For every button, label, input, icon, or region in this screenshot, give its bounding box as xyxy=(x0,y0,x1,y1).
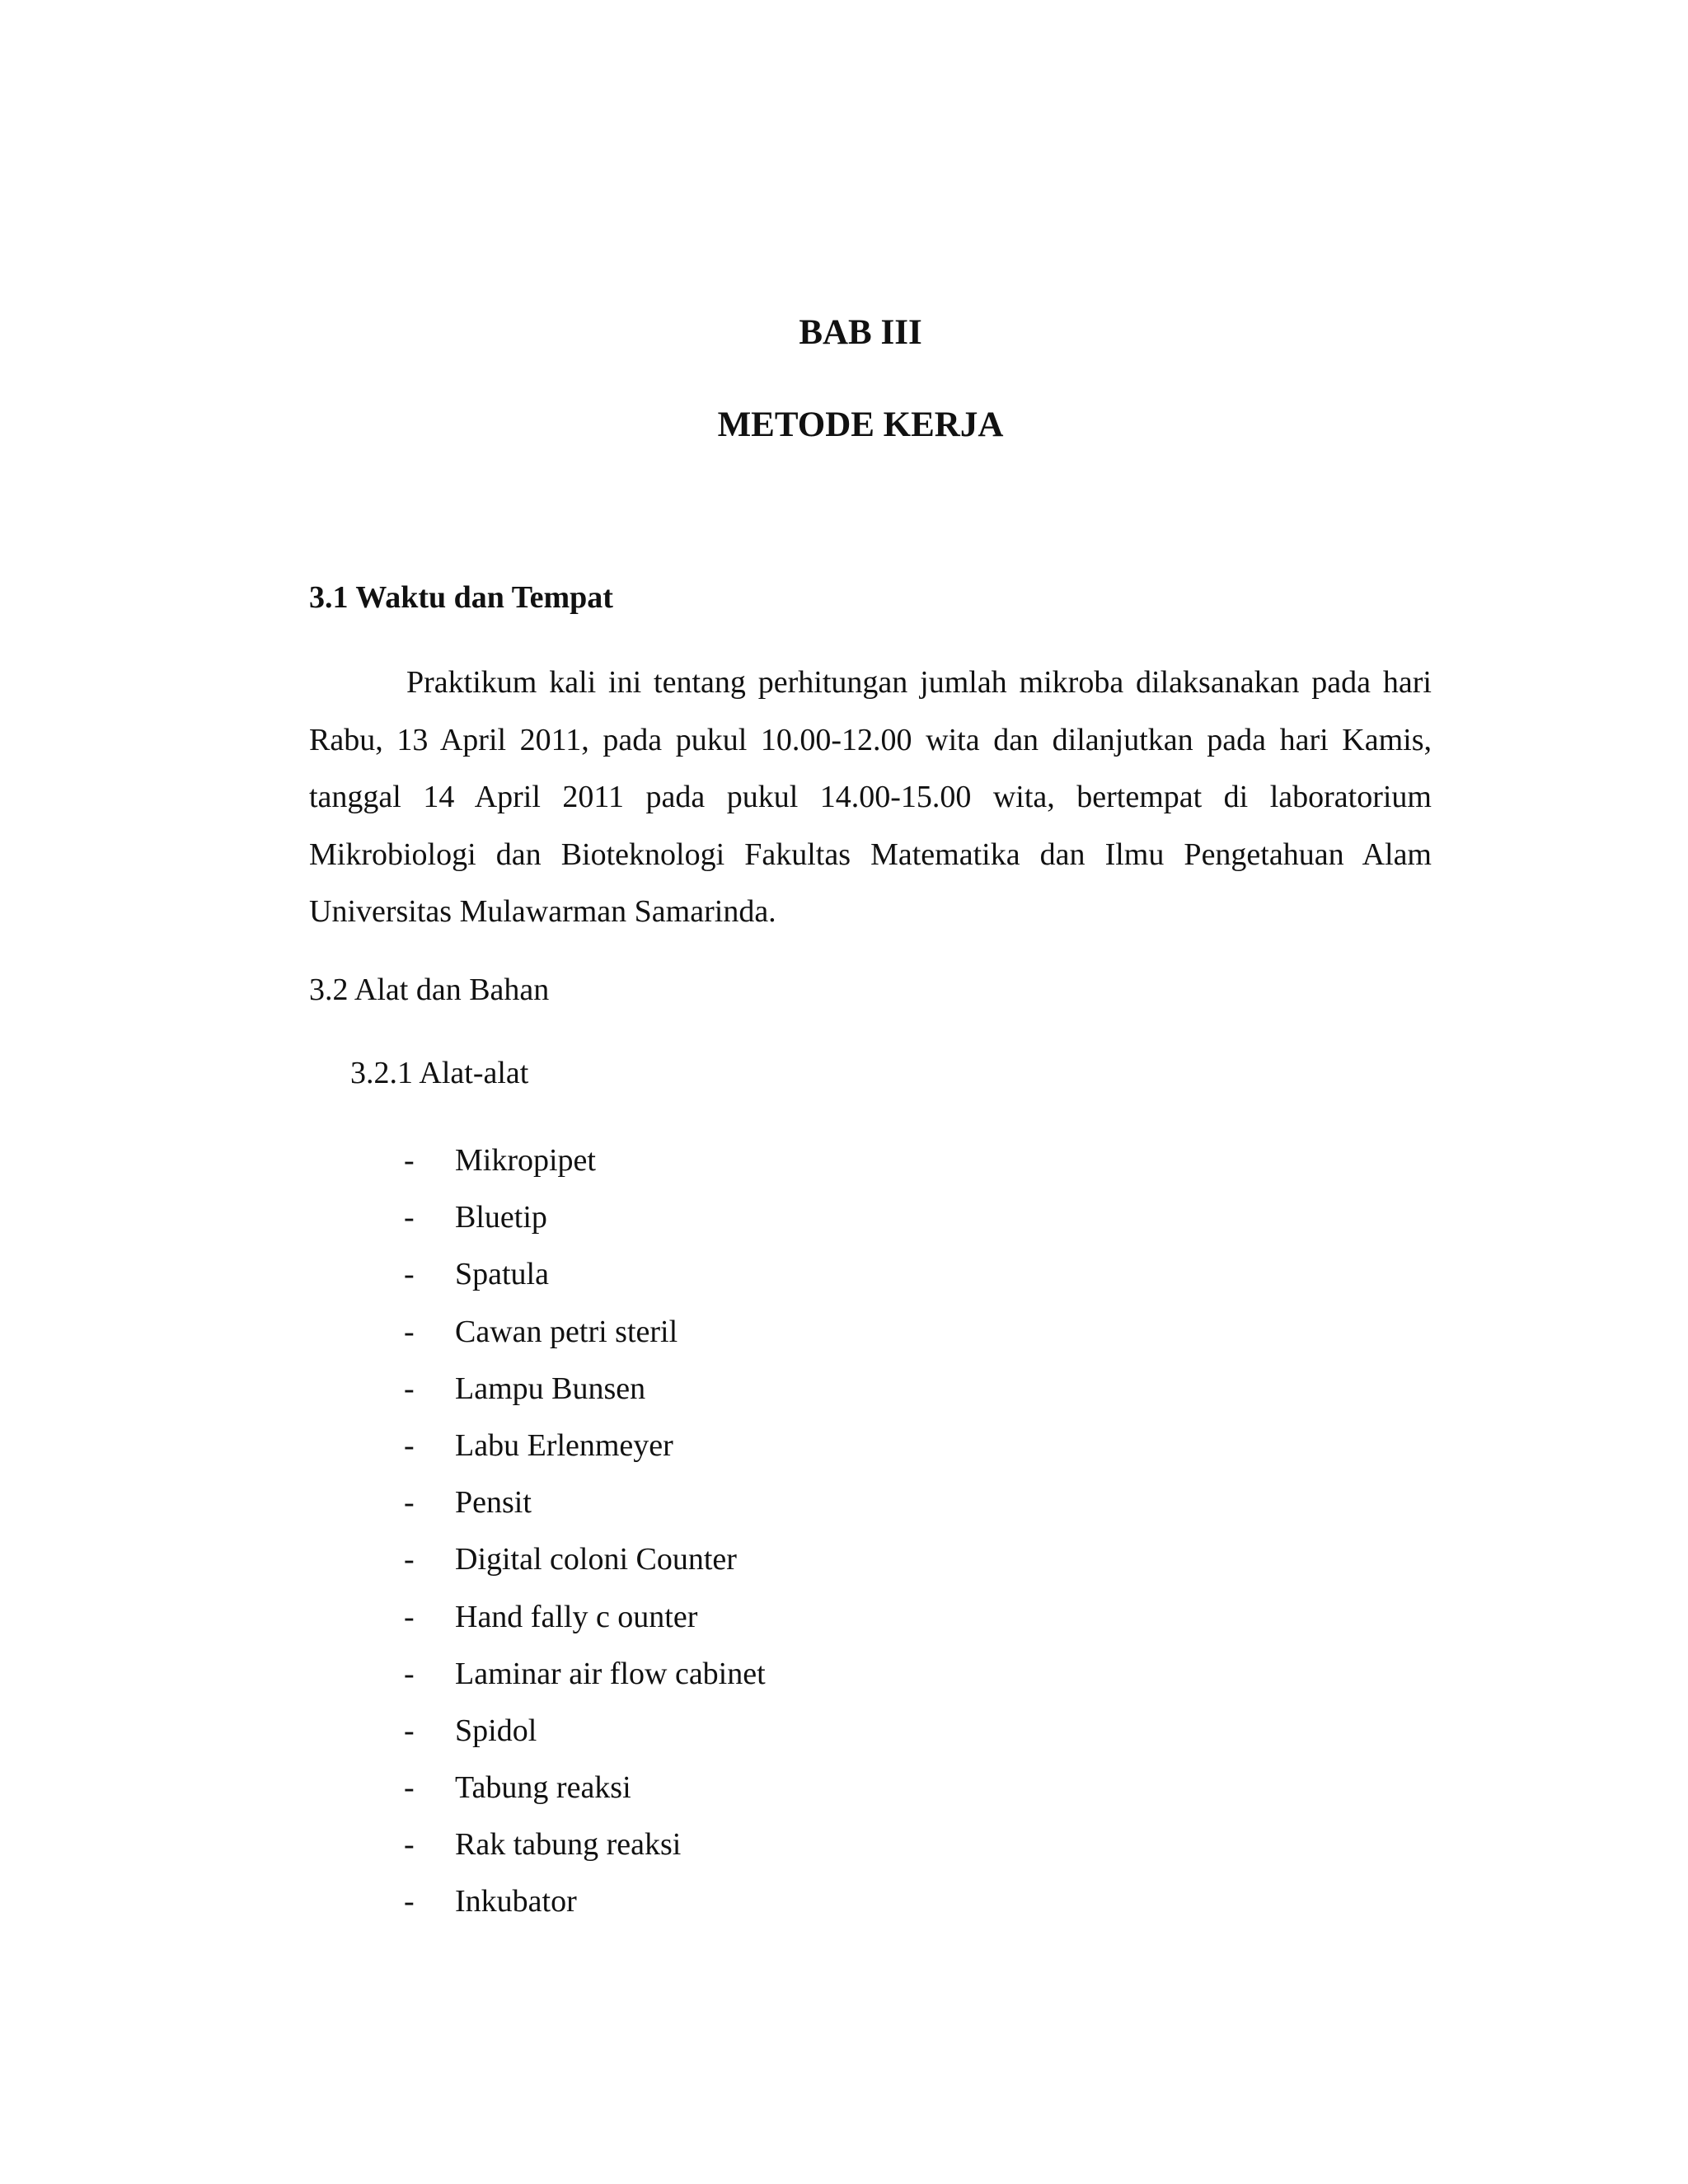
list-item-label: Tabung reaksi xyxy=(455,1770,631,1806)
list-bullet: - xyxy=(404,1884,415,1919)
list-item xyxy=(404,1418,766,1474)
chapter-title: METODE KERJA xyxy=(717,405,1004,444)
subsection-heading-alat-alat: 3.2.1 Alat-alat xyxy=(350,1056,529,1090)
list-item-label: Lampu Bunsen xyxy=(455,1371,646,1406)
list-item xyxy=(404,1189,766,1246)
list-item xyxy=(404,1531,766,1588)
list-item xyxy=(404,1304,766,1361)
list-item-label: Hand fally c ounter xyxy=(455,1599,698,1634)
list-item xyxy=(404,1132,766,1189)
section-paragraph-waktu-tempat: Praktikum kali ini tentang perhitungan jumlah mikroba dilaksanakan pada hari Rabu, 13 April 2011, pada pukul 10.00-12.00 wita dan dilanjutkan pada hari Kamis, tanggal 14 April 2011 pada pukul 14.00-15.00 wita, bertempat di laboratorium Mikrobiologi dan Bioteknologi Fakultas Matematika dan Ilmu Pengetahuan Alam Universitas Mulawarman Samarinda. xyxy=(309,665,1432,929)
list-item-label: Mikropipet xyxy=(455,1143,596,1178)
list-bullet: - xyxy=(404,1770,415,1806)
list-item-label: Labu Erlenmeyer xyxy=(455,1427,673,1463)
list-item-label: Rak tabung reaksi xyxy=(455,1827,682,1863)
list-bullet: - xyxy=(404,1427,415,1463)
list-item xyxy=(404,1361,766,1418)
list-item-label: Bluetip xyxy=(455,1200,547,1235)
list-bullet: - xyxy=(404,1542,415,1577)
list-item-label: Digital coloni Counter xyxy=(455,1542,737,1577)
list-item xyxy=(404,1703,766,1760)
list-item-label: Spidol xyxy=(455,1713,537,1748)
list-item xyxy=(404,1246,766,1303)
list-bullet: - xyxy=(404,1827,415,1863)
list-bullet: - xyxy=(404,1200,415,1235)
list-item xyxy=(404,1646,766,1703)
list-item xyxy=(404,1873,766,1930)
list-bullet: - xyxy=(404,1485,415,1521)
list-bullet: - xyxy=(404,1656,415,1691)
chapter-number: BAB III xyxy=(799,313,922,352)
list-item-label: Cawan petri steril xyxy=(455,1314,678,1349)
list-item-label: Pensit xyxy=(455,1485,532,1521)
list-item-label: Inkubator xyxy=(455,1884,577,1919)
list-bullet: - xyxy=(404,1257,415,1292)
tool-list xyxy=(404,1132,766,1931)
list-item-label: Spatula xyxy=(455,1257,549,1292)
list-bullet: - xyxy=(404,1599,415,1634)
list-item xyxy=(404,1760,766,1816)
list-item xyxy=(404,1474,766,1531)
section-heading-alat-bahan: 3.2 Alat dan Bahan xyxy=(309,972,550,1007)
section-heading-waktu-tempat: 3.1 Waktu dan Tempat xyxy=(309,580,613,615)
list-item-label: Laminar air flow cabinet xyxy=(455,1656,766,1691)
list-bullet: - xyxy=(404,1143,415,1178)
list-item xyxy=(404,1589,766,1646)
list-item xyxy=(404,1816,766,1873)
list-bullet: - xyxy=(404,1314,415,1349)
list-bullet: - xyxy=(404,1371,415,1406)
list-bullet: - xyxy=(404,1713,415,1748)
